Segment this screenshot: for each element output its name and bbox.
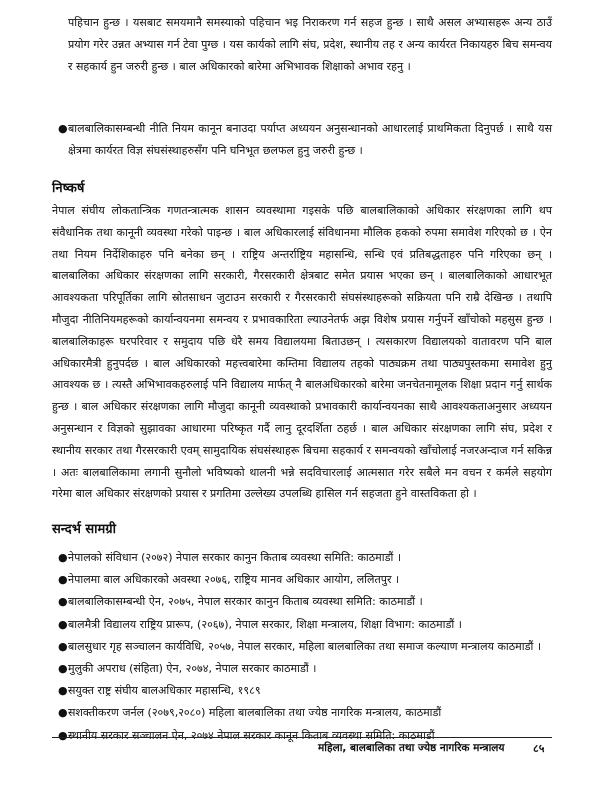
reference-text: स्थानीय सरकार सञ्चालन ऐन, २०७४ नेपाल सरकार कानून किताब व्यवस्था समिति: काठमाडौं bbox=[68, 728, 435, 742]
reference-item bbox=[58, 592, 558, 612]
reference-text: बालसुधार गृह सञ्चालन कार्यविधि, २०५७, नेपाल सरकार, महिला बालबालिका तथा समाज कल्याण मन्त्रालय काठमाडौं । bbox=[68, 639, 541, 653]
reference-text: सयुक्त राष्ट्र संघीय बालअधिकार महासन्धि, १९८९ bbox=[68, 684, 261, 698]
intro-paragraph: पहिचान हुन्छ । यसबाट समयमानै समस्याको पहिचान भइ निराकरण गर्न सहज हुन्छ । साथै असल अभ्यासहरू अन्य ठाउँ प्रयोग गरेर उन्नत अभ्यास गर्न टेवा पुग्छ । यस कार्यको लागि संघ, प्रदेश, स्थानीय तह र अन्य कार्यरत निकायहरु बिच समन्वय र सहकार्य हुन जरुरी हुन्छ । बाल अधिकारको बारेमा अभिभावक शिक्षाको अभाव रहनु । bbox=[68, 16, 552, 73]
page-number: ८५ bbox=[533, 742, 545, 755]
bullet-paragraph: बालबालिकासम्बन्धी नीति नियम कानून बनाउदा पर्याप्त अध्ययन अनुसन्धानको आधारलाई प्राथमिकता दिनुपर्छ । साथै यस क्षेत्रमा कार्यरत विज्ञ संघसंस्थाहरुसँग पनि घनिभूत छलफल हुनु जरुरी हुन्छ । bbox=[68, 122, 552, 157]
reference-item bbox=[58, 548, 558, 568]
bullet-icon: ● bbox=[58, 617, 68, 631]
reference-text: बालमैत्री विद्यालय राष्ट्रिय प्रारूप, (२०६७), नेपाल सरकार, शिक्षा मन्त्रालय, शिक्षा विभाग: काठमाडौं । bbox=[68, 617, 462, 631]
reference-text: सशक्तीकरण जर्नल (२०७९,२०८०) महिला बालबालिका तथा ज्येष्ठ नागरिक मन्त्रालय, काठमाडौं bbox=[68, 706, 442, 720]
footer-divider bbox=[52, 737, 552, 738]
reference-text: नेपालको संविधान (२०७२) नेपाल सरकार कानुन किताब व्यवस्था समिति: काठमाडौं । bbox=[68, 551, 401, 564]
reference-text: बालबालिकासम्बन्धी ऐन, २०७५, नेपाल सरकार कानुन किताब व्यवस्था समिति: काठमाडौं । bbox=[68, 595, 423, 609]
bullet-icon: ● bbox=[58, 706, 68, 720]
bullet-icon: ● bbox=[58, 639, 68, 653]
reference-item bbox=[58, 615, 558, 635]
reference-item bbox=[58, 703, 558, 723]
references-heading: सन्दर्भ सामग्री bbox=[52, 522, 117, 537]
bullet-icon: ● bbox=[58, 573, 68, 587]
intro-block bbox=[68, 12, 552, 77]
bullet-icon: ● bbox=[58, 122, 68, 135]
reference-item bbox=[58, 659, 558, 679]
bullet-icon: ● bbox=[58, 684, 68, 698]
conclusion-paragraph: नेपाल संघीय लोकतान्त्रिक गणतन्त्रात्मक शासन व्यवस्थामा गइसके पछि बालबालिकाको अधिकार संरक्षणका लागि थप संवैधानिक तथा कानूनी व्यवस्था गरेको पाइन्छ । बाल अधिकारलाई संविधानमा मौलिक हकको रुपमा समावेश गरिएको छ । ऐन तथा नियम निर्देशिकाहरु पनि बनेका छन् । राष्ट्रिय अन्तर्राष्ट्रिय महासन्धि, सन्धि एवं प्रतिबद्धताहरु पनि गरिएका छन् । बालबालिका अधिकार संरक्षणका लागि सरकारी, गैरसरकारी क्षेत्रबाट समेत प्रयास भएका छन् । बालबालिकाको आधारभूत आवश्यकता परिपूर्तिका लागि स्रोतसाधन जुटाउन सरकारी र गैरसरकारी संघसंस्थाहरूको सक्रियता पनि राम्रै देखिन्छ । तथापि मौजुदा नीतिनियमहरूको कार्यान्वयनमा समन्वय र प्रभावकारिता ल्याउनेतर्फ अझ विशेष प्रयास गर्नुपर्ने खाँचोको महसुस हुन्छ । बालबालिकाहरू घरपरिवार र समुदाय पछि धेरै समय विद्यालयमा बिताउछन् । त्यसकारण विद्यालयको वातावरण पनि बाल अधिकारमैत्री हुनुपर्दछ । बाल अधिकारको महत्त्वबारेमा कम्तिमा विद्यालय तहको पाठ्यक्रम तथा पाठ्यपुस्तकमा समावेश हुनु आवश्यक छ । त्यस्तै अभिभावकहरुलाई पनि विद्यालय मार्फत् नै बालअधिकारको बारेमा जनचेतनामूलक शिक्षा प्रदान गर्नु सार्थक हुन्छ । बाल अधिकार संरक्षणका लागि मौजुदा कानूनी व्यवस्थाको प्रभावकारी कार्यान्वयनका साथै आवश्यकताअनुसार अध्ययन अनुसन्धान र विज्ञको सुझावका आधारमा परिष्कृत गर्दै लानु दूरदर्शिता ठहर्छ । बाल अधिकार संरक्षणका लागि संघ, प्रदेश र स्थानीय सरकार तथा गैरसरकारी एवम् सामुदायिक संघसंस्थाहरू बिचमा सहकार्य र समन्वयको खाँचोलाई नजरअन्दाज गर्न सकिन्न । अतः बालबालिकामा लगानी सुनौलो भविष्यको थालनी भन्ने सदविचारलाई आत्मसात गरेर सबैले मन वचन र कर्मले सहयोग गरेमा बाल अधिकार संरक्षणको प्रयास र प्रगतिमा उल्लेख्य उपलब्धि हासिल गर्न सहजता हुने वास्तविकता हो । bbox=[52, 204, 552, 501]
reference-text: मुलुकी अपराध (संहिता) ऐन, २०७४, नेपाल सरकार काठमाडौं । bbox=[68, 661, 317, 675]
bullet-icon: ● bbox=[58, 728, 68, 742]
bullet-icon: ● bbox=[58, 551, 68, 564]
bullet-icon: ● bbox=[58, 661, 68, 675]
bullet-icon: ● bbox=[58, 595, 68, 609]
reference-item bbox=[58, 681, 558, 701]
reference-item bbox=[58, 637, 558, 657]
reference-text: नेपालमा बाल अधिकारको अवस्था २०७६, राष्ट्रिय मानव अधिकार आयोग, ललितपुर । bbox=[68, 573, 400, 587]
references-list bbox=[58, 548, 558, 748]
conclusion-heading: निष्कर्ष bbox=[52, 181, 85, 196]
bullet-item bbox=[58, 118, 552, 162]
reference-item bbox=[58, 570, 558, 590]
footer-ministry: महिला, बालबालिका तथा ज्येष्ठ नागरिक मन्त्रालय bbox=[318, 742, 505, 754]
